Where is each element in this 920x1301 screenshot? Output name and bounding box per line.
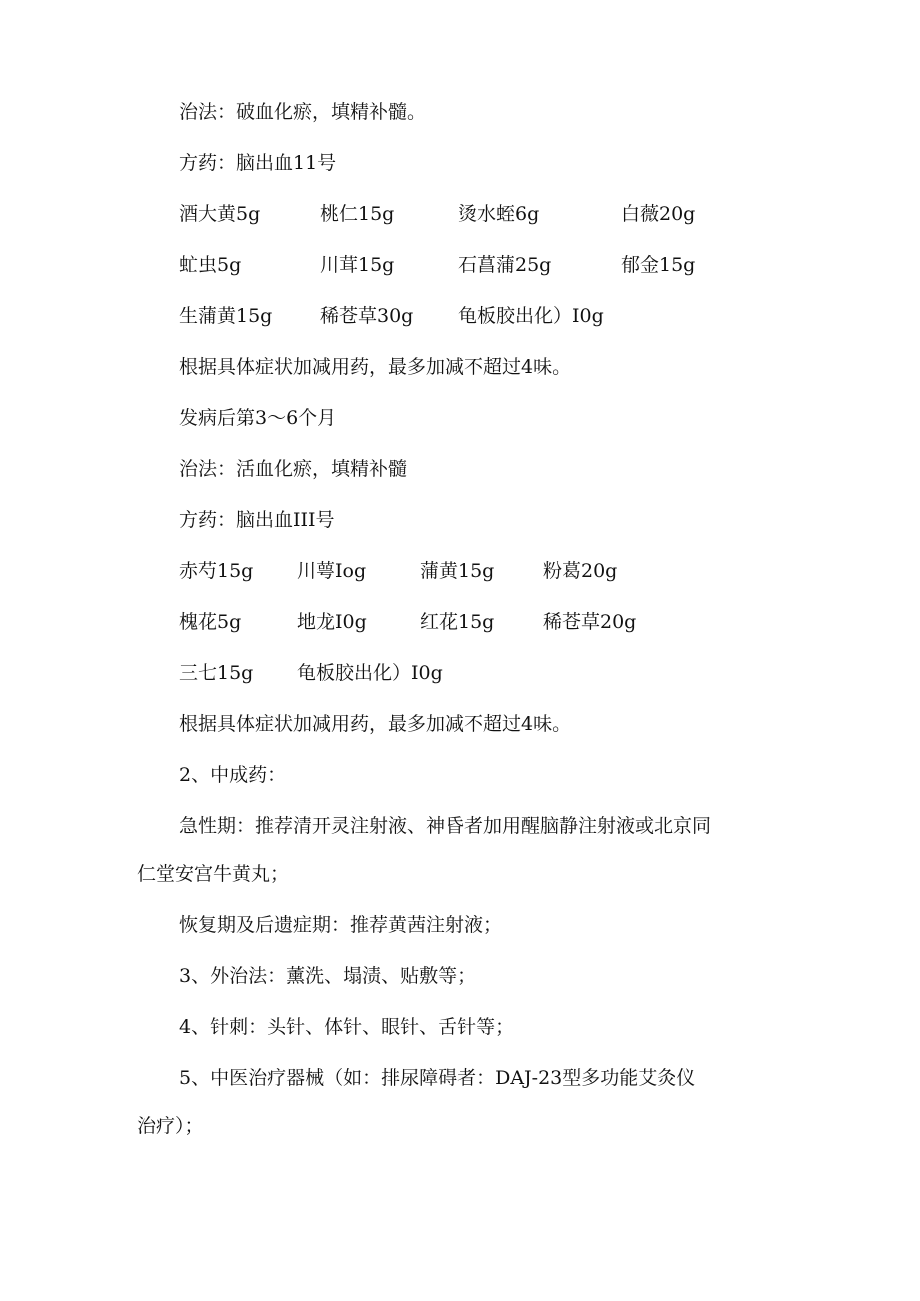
- medical-device-text-continued: 治疗）；: [137, 1115, 204, 1137]
- herb-item: 槐花5g: [179, 611, 242, 633]
- recovery-phase-text: 恢复期及后遗症期：推荐黄茜注射液；: [179, 914, 503, 936]
- medical-device-text: 5、中医治疗器械（如：排尿障碍者：DAJ-23型多功能艾灸仪: [179, 1067, 696, 1089]
- herb-item: 稀苍草20g: [543, 611, 637, 633]
- herb-item: 红花15g: [420, 611, 495, 633]
- herb-item: 白薇20g: [621, 203, 696, 225]
- herb-item: 赤芍15g: [179, 560, 254, 582]
- herb-item: 蒲黄15g: [420, 560, 495, 582]
- herb-item: 川萼Iog: [297, 560, 367, 582]
- herb-item: 稀苍草30g: [320, 305, 414, 327]
- herb-item: 郁金15g: [621, 254, 696, 276]
- herb-item: 三七15g: [179, 662, 254, 684]
- acute-phase-text: 急性期：推荐清开灵注射液、神昏者加用醒脑静注射液或北京同: [179, 815, 712, 837]
- prescription-1-title: 方药：脑出血11号: [179, 152, 337, 174]
- herb-row: [0, 301, 920, 331]
- acupuncture-text: 4、针刺：头针、体针、眼针、舌针等；: [179, 1016, 515, 1038]
- prescription-3-title: 方药：脑出血III号: [179, 509, 335, 531]
- herb-item: 地龙I0g: [297, 611, 367, 633]
- herb-item: 龟板胶出化）I0g: [297, 662, 443, 684]
- herb-item: 龟板胶出化）I0g: [458, 305, 604, 327]
- herb-item: 虻虫5g: [179, 254, 242, 276]
- stage-heading: 发病后第3～6个月: [179, 407, 337, 429]
- herb-item: 烫水蛭6g: [458, 203, 540, 225]
- herb-row: [0, 658, 920, 688]
- herb-item: 粉葛20g: [543, 560, 618, 582]
- herb-item: 酒大黄5g: [179, 203, 261, 225]
- herb-row: [0, 607, 920, 637]
- herb-row: [0, 199, 920, 229]
- treatment-method-1: 治法：破血化瘀，填精补髓。: [179, 101, 427, 123]
- acute-phase-text-continued: 仁堂安宫牛黄丸；: [137, 863, 290, 885]
- external-treatment-text: 3、外治法：薰洗、塌渍、贴敷等；: [179, 965, 477, 987]
- herb-item: 生蒲黄15g: [179, 305, 273, 327]
- herb-item: 川茸15g: [320, 254, 395, 276]
- herb-row: [0, 556, 920, 586]
- herb-item: 石菖蒲25g: [458, 254, 552, 276]
- herb-item: 桃仁15g: [320, 203, 395, 225]
- section-heading-chinese-patent-medicine: 2、中成药：: [179, 764, 287, 786]
- dosage-note-1: 根据具体症状加减用药，最多加减不超过4味。: [179, 356, 572, 378]
- herb-row: [0, 250, 920, 280]
- treatment-method-2: 治法：活血化瘀，填精补髓: [179, 458, 408, 480]
- dosage-note-2: 根据具体症状加减用药，最多加减不超过4味。: [179, 713, 572, 735]
